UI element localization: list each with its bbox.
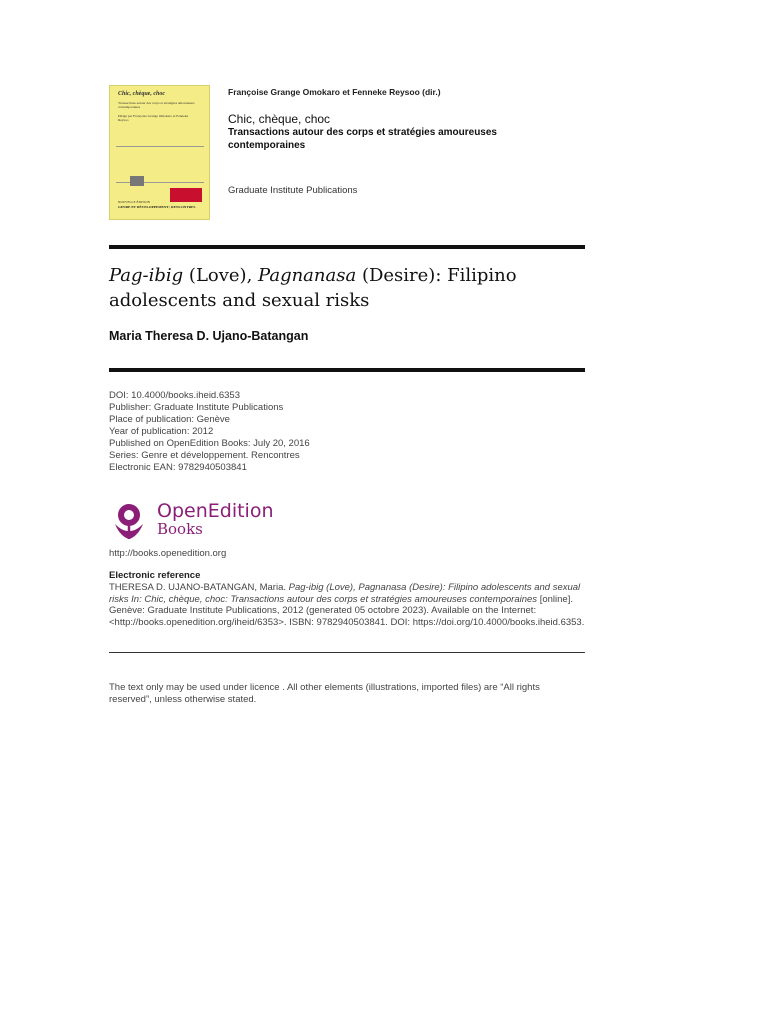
publication-metadata: [109, 390, 310, 474]
cover-subtitle: Transactions autour des corps et stratégies amoureuses contemporaines: [118, 101, 195, 109]
reference-title: Pag-ibig (Love), Pagnanasa (Desire): Filipino adolescents and sexual risks In: Chic, chèque, choc: Transactions autour des corps et stratégies amoureuses contemporaines: [109, 582, 581, 605]
chapter-title-italic-1: Pag-ibig: [109, 265, 184, 286]
top-divider: [109, 245, 585, 249]
openedition-books-logo[interactable]: [109, 500, 289, 540]
chapter-title-italic-2: Pagnanasa: [258, 265, 357, 286]
cover-series-line2: GENRE ET DÉVELOPPEMENT | RENCONTRES: [118, 205, 196, 209]
electronic-reference-text: [109, 582, 585, 628]
book-editors: Françoise Grange Omokaro et Fenneke Reysoo (dir.): [228, 87, 441, 97]
ean-line: Electronic EAN: 9782940503841: [109, 462, 247, 473]
reference-details: [online]. Genève: Graduate Institute Publications, 2012 (generated 05 octobre 2023). Available on the Internet: <http://books.openedition.org/iheid/6353>. ISBN: 9782940503841. DOI: https://doi.org/10.4000/books.iheid.6353.: [109, 593, 585, 628]
cover-institute-logo: [170, 188, 202, 202]
book-cover: [109, 85, 210, 220]
book-subtitle: Transactions autour des corps et stratégies amoureuses contemporaines: [228, 127, 497, 151]
bottom-divider: [109, 652, 585, 653]
chapter-author: Maria Theresa D. Ujano-Batangan: [109, 329, 309, 343]
chapter-title: [109, 263, 579, 313]
site-url-link[interactable]: http://books.openedition.org: [109, 548, 227, 559]
book-title: Chic, chèque, choc: [228, 112, 331, 126]
logo-word-books: Books: [157, 520, 203, 538]
electronic-reference-heading: Electronic reference: [109, 570, 201, 581]
published-line: Published on OpenEdition Books: July 20, 2016: [109, 438, 310, 449]
licence-text: The text only may be used under licence . All other elements (illustrations, imported files) are “All rights reserved”, unless otherwise stated.: [109, 682, 540, 705]
cover-title: Chic, chèque, choc: [118, 91, 165, 97]
chapter-title-part-4: (Desire): Filipino adolescents and sexual risks: [109, 265, 517, 311]
middle-divider: [109, 368, 585, 372]
series-line: Series: Genre et développement. Rencontres: [109, 450, 300, 461]
cover-unesco-logo: [130, 176, 144, 186]
chapter-title-part-2: (Love),: [183, 265, 259, 286]
book-publisher: Graduate Institute Publications: [228, 185, 358, 196]
place-line: Place of publication: Genève: [109, 414, 230, 425]
cover-divider: [116, 146, 204, 147]
doi-line: DOI: 10.4000/books.iheid.6353: [109, 390, 240, 401]
reference-author: THERESA D. UJANO-BATANGAN, Maria.: [109, 582, 289, 593]
logo-word-openedition: OpenEdition: [157, 500, 274, 522]
cover-editors: Dirigé par Françoise Grange Omokaro et Fenneke Reysoo: [118, 114, 189, 122]
publisher-line: Publisher: Graduate Institute Publications: [109, 402, 284, 413]
openedition-flower-icon: [109, 500, 149, 540]
cover-series-line1: NOUVELLE ÉDITION: [118, 200, 151, 204]
year-line: Year of publication: 2012: [109, 426, 214, 437]
